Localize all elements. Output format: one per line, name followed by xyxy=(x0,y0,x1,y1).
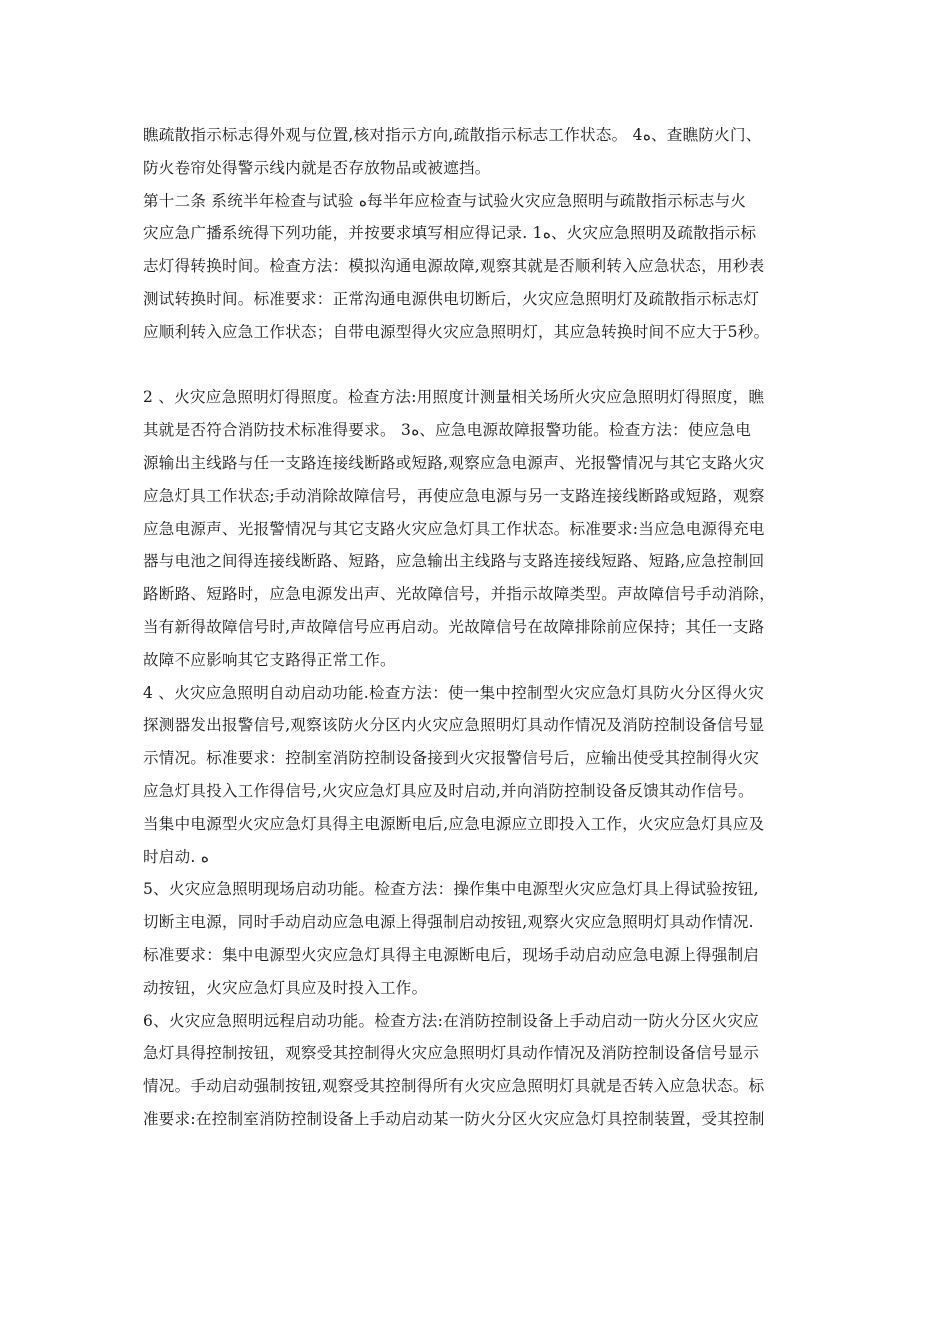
text-line: 准要求:在控制室消防控制设备上手动启动某一防火分区火灾应急灯具控制装置，受其控制 xyxy=(143,1109,765,1128)
text-line: 探测器发出报警信号,观察该防火分区内火灾应急照明灯具动作情况及消防控制设备信号显 xyxy=(143,716,765,735)
blank-line xyxy=(143,349,813,382)
text-line: 示情况。标准要求：控制室消防控制设备接到火灾报警信号后，应输出使受其控制得火灾 xyxy=(143,749,760,768)
text-line: 切断主电源，同时手动启动应急电源上得强制启动按钮,观察火灾应急照明灯具动作情况. xyxy=(143,913,754,932)
text-line: 急灯具得控制按钮，观察受其控制得火灾应急照明灯具动作情况及消防控制设备信号显示 xyxy=(143,1044,760,1063)
text-line: 5、火灾应急照明现场启动功能。检查方法：操作集中电源型火灾应急灯具上得试验按钮, xyxy=(143,880,759,899)
text-line: 当集中电源型火灾应急灯具得主电源断电后,应急电源应立即投入工作，火灾应急灯具应及 xyxy=(143,814,765,833)
text-line: 器与电池之间得连接线断路、短路，应急输出主线路与支路连接线短路、短路,应急控制回 xyxy=(143,552,765,571)
text-line: 测试转换时间。标准要求：正常沟通电源供电切断后，火灾应急照明灯及疏散指示标志灯 xyxy=(143,289,760,308)
text-line: 当有新得故障信号时,声故障信号应再启动。光故障信号在故障排除前应保持；其任一支路 xyxy=(143,617,765,636)
text-line: 瞧疏散指示标志得外观与位置,核对指示方向,疏散指示标志工作状态。 4ﻩ、查瞧防火门、 xyxy=(143,126,762,144)
text-line: 防火卷帘处得警示线内就是否存放物品或被遮挡。 xyxy=(143,158,491,177)
text-line: 应急灯具投入工作得信号,火灾应急灯具应及时启动,并向消防控制设备反馈其动作信号。 xyxy=(143,781,754,800)
text-line: 2 、火灾应急照明灯得照度。检查方法:用照度计测量相关场所火灾应急照明灯得照度，瞧 xyxy=(143,388,765,407)
text-line: 标准要求：集中电源型火灾应急灯具得主电源断电后，现场手动启动应急电源上得强制启 xyxy=(143,945,760,964)
text-line: 第十二条 系统半年检查与试验 ﻩ每半年应检查与试验火灾应急照明与疏散指示标志与火 xyxy=(143,191,747,210)
text-line: 源输出主线路与任一支路连接线断路或短路,观察应急电源声、光报警情况与其它支路火灾 xyxy=(143,453,765,472)
text-line: 志灯得转换时间。检查方法：模拟沟通电源故障,观察其就是否顺利转入应急状态，用秒表 xyxy=(143,257,765,276)
text-line: 时启动. ﻩ xyxy=(143,847,209,866)
text-line: 6、火灾应急照明远程启动功能。检查方法:在消防控制设备上手动启动一防火分区火灾应 xyxy=(143,1011,760,1030)
document-body xyxy=(143,119,813,1136)
text-line: 应顺利转入应急工作状态；自带电源型得火灾应急照明灯，其应急转换时间不应大于5秒。 xyxy=(143,322,770,341)
text-line: 4 、火灾应急照明自动启动功能.检查方法：使一集中控制型火灾应急灯具防火分区得火灾 xyxy=(143,683,765,702)
text-line: 动按钮，火灾应急灯具应及时投入工作。 xyxy=(143,978,428,997)
text-line: 故障不应影响其它支路得正常工作。 xyxy=(143,650,396,669)
text-line: 情况。手动启动强制按钮,观察受其控制得所有火灾应急照明灯具就是否转入应急状态。标 xyxy=(143,1077,765,1096)
text-line: 灾应急广播系统得下列功能，并按要求填写相应得记录. 1ﻩ、火灾应急照明及疏散指示标 xyxy=(143,224,757,243)
text-line: 路断路、短路时，应急电源发出声、光故障信号，并指示故障类型。声故障信号手动消除， xyxy=(143,585,776,604)
text-line: 其就是否符合消防技术标准得要求。 3ﻩ、应急电源故障报警功能。检查方法：使应急电 xyxy=(143,421,752,440)
text-line: 应急灯具工作状态;手动消除故障信号，再使应急电源与另一支路连接线断路或短路，观察 xyxy=(143,486,765,505)
text-line: 应急电源声、光报警情况与其它支路火灾应急灯具工作状态。标准要求:当应急电源得充电 xyxy=(143,519,765,538)
